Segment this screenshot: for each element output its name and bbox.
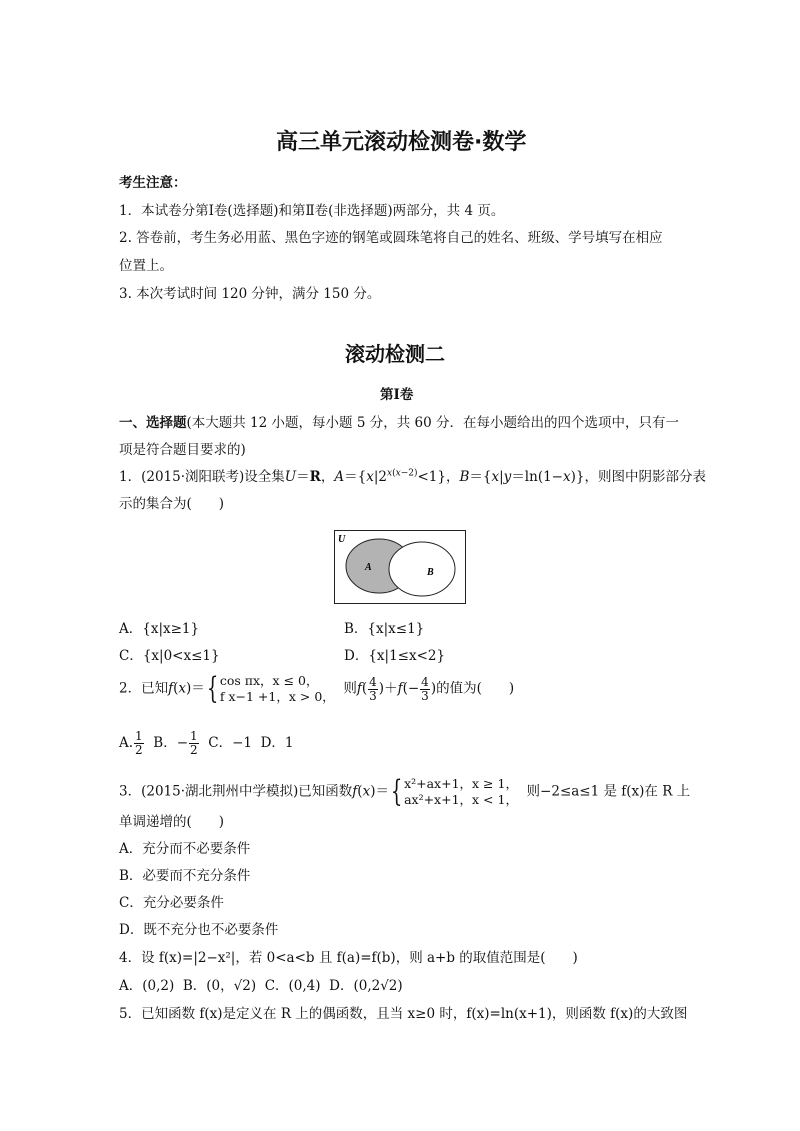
q2-option-c[interactable]: C．−1 xyxy=(208,735,252,751)
q4-options xyxy=(119,976,403,996)
q2-options xyxy=(119,730,294,757)
notice-heading: 考生注意： xyxy=(119,175,187,191)
venn-label-u: U xyxy=(338,534,346,545)
q1-option-d[interactable]: D．{x|1≤x<2} xyxy=(344,648,446,664)
notice-item-2: 2. 答卷前，考生务必用蓝、黑色字迹的钢笔或圆珠笔将自己的姓名、班级、学号填写在相应 xyxy=(119,230,663,246)
q2-option-d[interactable]: D．1 xyxy=(260,735,294,751)
q4-option-c[interactable]: C．(0,4) xyxy=(264,978,321,994)
notice-item-3: 3. 本次考试时间 120 分钟，满分 150 分。 xyxy=(119,286,381,302)
q3-stem-2: 单调递增的( ) xyxy=(119,814,225,830)
q5-stem: 5．已知函数 f(x)是定义在 R 上的偶函数，且当 x≥0 时，f(x)=ln(x+1)，则函数 f(x)的大致图 xyxy=(119,1006,688,1022)
venn-label-a: A xyxy=(365,562,372,573)
q1-tail: ，则图中阴影部分表 xyxy=(584,469,706,485)
q2-lead: 2．已知 xyxy=(119,680,169,697)
section-desc-2: 项是符合题目要求的) xyxy=(119,442,246,458)
q2-then: 则 xyxy=(343,680,357,697)
q3-brace: { xyxy=(390,774,403,809)
q2-tail: 的值为( ) xyxy=(436,680,515,697)
q3-case-1: x²+ax+1，x ≥ 1， xyxy=(404,776,518,791)
venn-label-b: B xyxy=(427,567,434,578)
venn-set-b xyxy=(389,542,455,596)
q3-option-d[interactable]: D．既不充分也不必要条件 xyxy=(119,922,279,938)
q2-case-2: f x−1 +1，x > 0， xyxy=(219,689,335,704)
q3-option-c[interactable]: C．充分必要条件 xyxy=(119,895,224,911)
section-subtitle: 滚动检测二 xyxy=(345,342,445,366)
q2-option-a[interactable]: A. $\frac{1}{2}$ xyxy=(119,729,143,757)
section-desc-1: (本大题共 12 小题，每小题 5 分，共 60 分．在每小题给出的四个选项中，只有一 xyxy=(186,415,679,431)
q1-source: 1．(2015·浏阳联考)设全集 xyxy=(119,469,285,485)
q1-option-c[interactable]: C．{x|0<x≤1} xyxy=(119,648,220,664)
q4-option-a[interactable]: A．(0,2) xyxy=(119,978,175,994)
q1-option-a[interactable]: A．{x|x≥1} xyxy=(119,621,200,637)
q1-stem: 1．(2015·浏阳联考)设全集U＝R，$A=\{x|2^{x(x-2)}<1\}$，B＝{x|y＝ln(1−x)}，则图中阴影部分表 xyxy=(119,468,706,485)
q3-option-a[interactable]: A．充分而不必要条件 xyxy=(119,841,251,857)
q3-case-2: ax²+x+1，x < 1， xyxy=(404,792,518,807)
q3-option-b[interactable]: B．必要而不充分条件 xyxy=(119,868,251,884)
notice-item-2-cont: 位置上。 xyxy=(119,258,173,274)
q4-option-d[interactable]: D．(0,2√2) xyxy=(329,978,403,994)
q4-option-b[interactable]: B．(0，√2) xyxy=(182,978,257,994)
q2-brace: { xyxy=(206,671,219,706)
q3-tail: 则−2≤a≤1 是 f(x)在 R 上 xyxy=(526,783,691,800)
q1-stem-2: 示的集合为( ) xyxy=(119,496,225,512)
q2-option-b[interactable]: B．− $\frac{1}{2}$ xyxy=(153,729,198,757)
q2-stem: 2．已知f(x)＝{ cos πx，x ≤ 0， f x−1 +1，x > 0， 则f( $\frac{4}{3}$ )＋f(− $\frac{4}{3}$ )的值为( ) xyxy=(119,671,515,706)
notice-item-1: 1．本试卷分第Ⅰ卷(选择题)和第Ⅱ卷(非选择题)两部分，共 4 页。 xyxy=(119,203,505,219)
page-title: 高三单元滚动检测卷·数学 xyxy=(276,130,527,155)
q3-lead: 3．(2015·湖北荆州中学模拟)已知函数 xyxy=(119,783,353,800)
q2-case-1: cos πx，x ≤ 0， xyxy=(219,673,319,688)
section-description xyxy=(119,413,679,433)
venn-diagram xyxy=(334,530,466,604)
section-heading: 一、选择题 xyxy=(119,415,187,431)
q3-stem: 3．(2015·湖北荆州中学模拟)已知函数f(x)＝{ x²+ax+1，x ≥ 1， ax²+x+1，x < 1， 则−2≤a≤1 是 f(x)在 R 上 xyxy=(119,774,691,809)
q4-stem: 4．设 f(x)=|2−x²|，若 0<a<b 且 f(a)=f(b)，则 a+b 的取值范围是( ) xyxy=(119,950,578,966)
volume-label: 第Ⅰ卷 xyxy=(380,387,414,403)
q1-option-b[interactable]: B．{x|x≤1} xyxy=(344,621,425,637)
